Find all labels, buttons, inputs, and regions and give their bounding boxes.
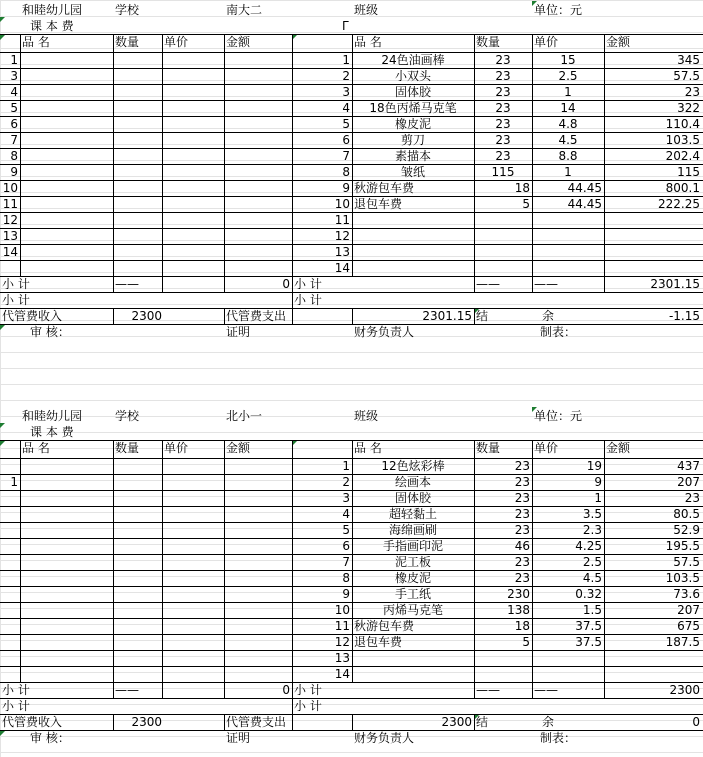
- cell-border: [162, 440, 163, 682]
- comment-marker-icon: [0, 35, 5, 40]
- item-qty[interactable]: 5: [522, 197, 530, 211]
- cell-border: [604, 682, 605, 698]
- item-amount[interactable]: 222.25: [658, 197, 700, 211]
- right-row-index[interactable]: 11: [334, 619, 350, 633]
- right-subtotal[interactable]: 2300: [669, 683, 700, 697]
- item-name[interactable]: 素描本: [394, 149, 431, 163]
- left-row-index[interactable]: 13: [2, 229, 18, 243]
- item-price[interactable]: [532, 212, 604, 228]
- item-qty[interactable]: 23: [514, 459, 530, 473]
- item-price[interactable]: 37.5: [575, 635, 602, 649]
- audit-label[interactable]: 审 核：: [30, 325, 70, 339]
- left-subtotal-label-2[interactable]: 小 计: [2, 293, 30, 307]
- comment-marker-icon: [0, 17, 5, 22]
- item-qty[interactable]: 23: [495, 69, 511, 83]
- item-qty[interactable]: 23: [514, 475, 530, 489]
- cell-border: [474, 308, 475, 324]
- item-amount[interactable]: 437: [677, 459, 700, 473]
- right-row-index[interactable]: 2: [342, 475, 350, 489]
- left-subtotal-label[interactable]: 小 计: [2, 277, 30, 291]
- item-name[interactable]: 超轻黏土: [388, 507, 437, 521]
- right-subtotal-label[interactable]: 小 计: [294, 683, 322, 697]
- class-label[interactable]: 班级: [354, 409, 379, 423]
- item-amount[interactable]: [604, 666, 702, 682]
- cell-border: [352, 34, 353, 276]
- right-col-price[interactable]: 单价: [534, 441, 559, 455]
- right-row-index[interactable]: 5: [342, 117, 350, 131]
- item-price[interactable]: 4.5: [582, 571, 602, 585]
- item-name[interactable]: 退包车费: [354, 635, 403, 649]
- stray-mark[interactable]: Γ: [342, 19, 349, 33]
- right-row-index[interactable]: 4: [342, 101, 350, 115]
- item-amount[interactable]: 23: [684, 85, 700, 99]
- comment-marker-icon: [532, 407, 537, 412]
- left-subtotal-dash[interactable]: ——: [115, 683, 139, 697]
- income-label[interactable]: 代管费收入: [2, 715, 63, 729]
- item-amount[interactable]: 23: [684, 491, 700, 505]
- left-row-index[interactable]: 4: [10, 85, 18, 99]
- item-name[interactable]: [352, 212, 474, 228]
- item-qty[interactable]: 23: [514, 555, 530, 569]
- item-price[interactable]: [532, 228, 604, 244]
- cell-border: [474, 682, 475, 698]
- right-row-index[interactable]: 6: [342, 539, 350, 553]
- item-name[interactable]: 绘画本: [394, 475, 431, 489]
- finance-label[interactable]: 财务负责人: [354, 325, 415, 339]
- item-qty[interactable]: 115: [491, 165, 515, 179]
- right-subtotal-label-2[interactable]: 小 计: [294, 699, 322, 713]
- right-row-index[interactable]: 8: [342, 571, 350, 585]
- item-price[interactable]: 0.32: [575, 587, 602, 601]
- right-row-index[interactable]: 3: [342, 491, 350, 505]
- item-name[interactable]: 剪刀: [400, 133, 425, 147]
- item-qty[interactable]: [474, 212, 532, 228]
- item-name[interactable]: [352, 244, 474, 260]
- cell-border: [162, 276, 163, 292]
- left-row-index[interactable]: 6: [10, 117, 18, 131]
- comment-marker-icon: [0, 731, 5, 736]
- school-label[interactable]: 学校: [115, 3, 140, 17]
- comment-marker-icon: [0, 423, 5, 428]
- item-amount[interactable]: 110.4: [665, 117, 700, 131]
- item-qty[interactable]: [474, 228, 532, 244]
- left-row-index[interactable]: 12: [2, 213, 18, 227]
- item-name[interactable]: 小双头: [394, 69, 431, 83]
- item-amount[interactable]: 80.5: [673, 507, 700, 521]
- left-col-qty[interactable]: 数量: [115, 35, 140, 49]
- cell-border: [292, 440, 293, 682]
- item-price[interactable]: 37.5: [575, 619, 602, 633]
- right-row-index[interactable]: 6: [342, 133, 350, 147]
- comment-marker-icon: [0, 441, 5, 446]
- maker-label[interactable]: 制表：: [540, 325, 577, 339]
- item-name[interactable]: 橡皮泥: [394, 571, 431, 585]
- cell-border: [0, 324, 703, 325]
- right-subtotal-label[interactable]: 小 计: [294, 277, 322, 291]
- right-row-index[interactable]: 7: [342, 149, 350, 163]
- right-row-index[interactable]: 14: [334, 261, 350, 275]
- item-name[interactable]: 固体胶: [394, 85, 431, 99]
- item-amount[interactable]: 345: [677, 53, 700, 67]
- item-qty[interactable]: 23: [514, 507, 530, 521]
- item-qty[interactable]: 5: [522, 635, 530, 649]
- right-row-index[interactable]: 11: [334, 213, 350, 227]
- cell-border: [352, 440, 353, 682]
- balance-label-2[interactable]: 余: [542, 309, 555, 323]
- right-row-index[interactable]: 4: [342, 507, 350, 521]
- item-qty[interactable]: 138: [507, 603, 530, 617]
- right-col-name[interactable]: 品 名: [354, 441, 382, 455]
- item-price[interactable]: 3.5: [582, 507, 602, 521]
- cell-border: [532, 682, 533, 698]
- right-subtotal[interactable]: 2301.15: [650, 277, 700, 291]
- item-amount[interactable]: [604, 212, 702, 228]
- income-label[interactable]: 代管费收入: [2, 309, 63, 323]
- cell-border: [292, 682, 293, 730]
- item-amount[interactable]: [604, 650, 702, 666]
- expense-label[interactable]: 代管费支出: [226, 309, 287, 323]
- item-amount[interactable]: 103.5: [665, 133, 700, 147]
- cell-border: [113, 276, 114, 292]
- item-name[interactable]: [352, 666, 474, 682]
- left-row-index[interactable]: 8: [10, 149, 18, 163]
- item-qty[interactable]: 23: [495, 149, 511, 163]
- cell-border: [224, 682, 225, 698]
- right-row-index[interactable]: 12: [334, 635, 350, 649]
- right-col-amount[interactable]: 金额: [606, 35, 631, 49]
- item-price[interactable]: 2.3: [582, 523, 602, 537]
- left-col-name[interactable]: 品 名: [22, 441, 50, 455]
- item-name[interactable]: 24色油画棒: [381, 53, 445, 67]
- cell-border: [474, 714, 475, 730]
- item-amount[interactable]: 207: [677, 603, 700, 617]
- cell-border: [162, 34, 163, 276]
- right-row-index[interactable]: 13: [334, 245, 350, 259]
- balance-label[interactable]: 结: [476, 715, 489, 729]
- finance-label[interactable]: 财务负责人: [354, 731, 415, 745]
- item-amount[interactable]: 322: [677, 101, 700, 115]
- left-row-index[interactable]: 1: [10, 53, 18, 67]
- item-name[interactable]: 手工纸: [394, 587, 431, 601]
- cell-border: [474, 276, 475, 292]
- item-name[interactable]: [352, 260, 474, 276]
- item-amount[interactable]: 187.5: [665, 635, 700, 649]
- right-row-index[interactable]: 9: [342, 587, 350, 601]
- right-subtotal-dash-price[interactable]: ——: [534, 277, 558, 291]
- left-subtotal[interactable]: 0: [282, 683, 290, 697]
- right-row-index[interactable]: 5: [342, 523, 350, 537]
- item-qty[interactable]: 23: [495, 101, 511, 115]
- cell-border: [474, 440, 475, 682]
- kindergarten-name[interactable]: 和睦幼儿园: [22, 409, 83, 423]
- cell-border: [113, 308, 114, 324]
- left-col-price[interactable]: 单价: [164, 441, 189, 455]
- item-price[interactable]: 1: [564, 85, 572, 99]
- left-row-index[interactable]: 10: [2, 181, 18, 195]
- item-price[interactable]: 44.45: [567, 197, 602, 211]
- cell-border: [352, 308, 353, 324]
- item-qty[interactable]: 23: [495, 117, 511, 131]
- right-subtotal-dash-qty[interactable]: ——: [476, 277, 500, 291]
- item-price[interactable]: 15: [560, 53, 576, 67]
- item-qty[interactable]: 23: [514, 571, 530, 585]
- right-col-qty[interactable]: 数量: [476, 35, 501, 49]
- school-name[interactable]: 北小一: [226, 409, 263, 423]
- item-name[interactable]: 18色丙烯马克笔: [369, 101, 457, 115]
- item-name[interactable]: 皱纸: [400, 165, 425, 179]
- expense-label[interactable]: 代管费支出: [226, 715, 287, 729]
- left-row-index[interactable]: 7: [10, 133, 18, 147]
- right-row-index[interactable]: 2: [342, 69, 350, 83]
- cell-border: [224, 276, 225, 292]
- item-name[interactable]: [352, 650, 474, 666]
- audit-label[interactable]: 审 核：: [30, 731, 70, 745]
- item-name[interactable]: [352, 228, 474, 244]
- item-price[interactable]: 4.5: [558, 133, 578, 147]
- unit-label[interactable]: 单位：元: [534, 3, 583, 17]
- item-amount[interactable]: 103.5: [665, 571, 700, 585]
- item-price[interactable]: 9: [594, 475, 602, 489]
- item-name[interactable]: 固体胶: [394, 491, 431, 505]
- item-amount[interactable]: [604, 228, 702, 244]
- item-amount[interactable]: 800.1: [665, 181, 700, 195]
- left-subtotal[interactable]: 0: [282, 277, 290, 291]
- item-amount[interactable]: [604, 260, 702, 276]
- item-price[interactable]: 2.5: [558, 69, 578, 83]
- item-name[interactable]: 秋游包车费: [354, 181, 415, 195]
- income-value[interactable]: 2300: [131, 309, 162, 323]
- cell-border: [20, 440, 21, 682]
- item-price[interactable]: [532, 260, 604, 276]
- income-value[interactable]: 2300: [131, 715, 162, 729]
- item-qty[interactable]: [474, 244, 532, 260]
- right-row-index[interactable]: 10: [334, 197, 350, 211]
- cell-border: [0, 698, 703, 699]
- right-subtotal-dash-price[interactable]: ——: [534, 683, 558, 697]
- right-subtotal-dash-qty[interactable]: ——: [476, 683, 500, 697]
- cell-border: [224, 308, 225, 324]
- right-row-index[interactable]: 1: [342, 459, 350, 473]
- left-row-index[interactable]: 9: [10, 165, 18, 179]
- cell-border: [532, 34, 533, 276]
- item-price[interactable]: 1: [564, 165, 572, 179]
- left-subtotal-label[interactable]: 小 计: [2, 683, 30, 697]
- expense-value[interactable]: 2300: [441, 715, 472, 729]
- item-qty[interactable]: [474, 650, 532, 666]
- expense-value[interactable]: 2301.15: [422, 309, 472, 323]
- right-row-index[interactable]: 7: [342, 555, 350, 569]
- right-col-name[interactable]: 品 名: [354, 35, 382, 49]
- cell-border: [292, 276, 293, 324]
- left-row-index[interactable]: 3: [10, 69, 18, 83]
- item-price[interactable]: 2.5: [582, 555, 602, 569]
- item-qty[interactable]: [474, 260, 532, 276]
- cell-border: [352, 714, 353, 730]
- right-subtotal-label-2[interactable]: 小 计: [294, 293, 322, 307]
- balance-value[interactable]: 0: [692, 715, 700, 729]
- item-amount[interactable]: [604, 244, 702, 260]
- school-name[interactable]: 南大二: [226, 3, 263, 17]
- cell-border: [224, 440, 225, 682]
- item-price[interactable]: 4.25: [575, 539, 602, 553]
- cell-border: [604, 276, 605, 292]
- left-col-amount[interactable]: 金额: [226, 441, 251, 455]
- item-amount[interactable]: 52.9: [673, 523, 700, 537]
- cell-border: [162, 682, 163, 698]
- cell-border: [0, 292, 703, 293]
- item-name[interactable]: 泥工板: [394, 555, 431, 569]
- fee-title[interactable]: 课 本 费: [30, 19, 74, 33]
- cell-border: [113, 682, 114, 698]
- item-qty[interactable]: 18: [514, 619, 530, 633]
- unit-label[interactable]: 单位：元: [534, 409, 583, 423]
- item-qty[interactable]: [474, 666, 532, 682]
- cell-border: [474, 34, 475, 276]
- left-subtotal-label-2[interactable]: 小 计: [2, 699, 30, 713]
- item-name[interactable]: 12色炫彩棒: [381, 459, 445, 473]
- left-row-index[interactable]: 5: [10, 101, 18, 115]
- right-col-amount[interactable]: 金额: [606, 441, 631, 455]
- item-price[interactable]: 19: [586, 459, 602, 473]
- item-price[interactable]: [532, 666, 604, 682]
- right-row-index[interactable]: 3: [342, 85, 350, 99]
- cell-border: [113, 34, 114, 276]
- item-amount[interactable]: 57.5: [673, 69, 700, 83]
- item-name[interactable]: 海绵画刷: [388, 523, 437, 537]
- proof-label[interactable]: 证明: [226, 731, 251, 745]
- item-qty[interactable]: 46: [514, 539, 530, 553]
- item-name[interactable]: 橡皮泥: [394, 117, 431, 131]
- right-col-price[interactable]: 单价: [534, 35, 559, 49]
- item-price[interactable]: 4.8: [558, 117, 578, 131]
- left-row-index[interactable]: 14: [2, 245, 18, 259]
- item-name[interactable]: 秋游包车费: [354, 619, 415, 633]
- item-name[interactable]: 退包车费: [354, 197, 403, 211]
- cell-border: [0, 276, 703, 277]
- right-row-index[interactable]: 1: [342, 53, 350, 67]
- cell-border: [0, 730, 703, 731]
- cell-border: [532, 276, 533, 292]
- item-qty[interactable]: 23: [514, 523, 530, 537]
- comment-marker-icon: [0, 325, 5, 330]
- right-row-index[interactable]: 14: [334, 667, 350, 681]
- item-price[interactable]: 1: [594, 491, 602, 505]
- item-price[interactable]: 44.45: [567, 181, 602, 195]
- item-price[interactable]: [532, 650, 604, 666]
- right-col-qty[interactable]: 数量: [476, 441, 501, 455]
- left-subtotal-dash[interactable]: ——: [115, 277, 139, 291]
- cell-border: [20, 34, 21, 276]
- item-name[interactable]: 手指画印泥: [382, 539, 443, 553]
- cell-border: [113, 440, 114, 682]
- item-qty[interactable]: 18: [514, 181, 530, 195]
- cell-border: [604, 440, 605, 682]
- item-price[interactable]: 8.8: [558, 149, 578, 163]
- item-amount[interactable]: 202.4: [665, 149, 700, 163]
- item-name[interactable]: 丙烯马克笔: [382, 603, 443, 617]
- item-amount[interactable]: 57.5: [673, 555, 700, 569]
- item-amount[interactable]: 73.6: [673, 587, 700, 601]
- right-row-index[interactable]: 13: [334, 651, 350, 665]
- left-col-amount[interactable]: 金额: [226, 35, 251, 49]
- comment-marker-icon: [532, 1, 537, 6]
- class-label[interactable]: 班级: [354, 3, 379, 17]
- left-row-index[interactable]: 11: [2, 197, 18, 211]
- cell-border: [604, 34, 605, 276]
- item-price[interactable]: 14: [560, 101, 576, 115]
- maker-label[interactable]: 制表：: [540, 731, 577, 745]
- cell-border: [0, 682, 703, 683]
- item-price[interactable]: 1.5: [582, 603, 602, 617]
- fee-title[interactable]: 课 本 费: [30, 425, 74, 439]
- item-price[interactable]: [532, 244, 604, 260]
- left-col-name[interactable]: 品 名: [22, 35, 50, 49]
- item-qty[interactable]: 23: [495, 85, 511, 99]
- cell-border: [532, 440, 533, 682]
- item-amount[interactable]: 195.5: [665, 539, 700, 553]
- item-qty[interactable]: 23: [495, 53, 511, 67]
- school-label[interactable]: 学校: [115, 409, 140, 423]
- cell-border: [113, 714, 114, 730]
- left-col-qty[interactable]: 数量: [115, 441, 140, 455]
- balance-value[interactable]: -1.15: [668, 309, 700, 323]
- item-qty[interactable]: 23: [495, 133, 511, 147]
- cell-border: [224, 34, 225, 276]
- proof-label[interactable]: 证明: [226, 325, 251, 339]
- right-row-index[interactable]: 12: [334, 229, 350, 243]
- item-amount[interactable]: 207: [677, 475, 700, 489]
- right-row-index[interactable]: 8: [342, 165, 350, 179]
- right-row-index[interactable]: 10: [334, 603, 350, 617]
- balance-label[interactable]: 结: [476, 309, 489, 323]
- item-qty[interactable]: 23: [514, 491, 530, 505]
- cell-border: [292, 34, 293, 276]
- right-row-index[interactable]: 9: [342, 181, 350, 195]
- item-amount[interactable]: 675: [677, 619, 700, 633]
- kindergarten-name[interactable]: 和睦幼儿园: [22, 3, 83, 17]
- left-row-index[interactable]: 1: [10, 475, 18, 489]
- item-amount[interactable]: 115: [677, 165, 700, 179]
- left-col-price[interactable]: 单价: [164, 35, 189, 49]
- balance-label-2[interactable]: 余: [542, 715, 555, 729]
- item-qty[interactable]: 230: [507, 587, 530, 601]
- cell-border: [224, 714, 225, 730]
